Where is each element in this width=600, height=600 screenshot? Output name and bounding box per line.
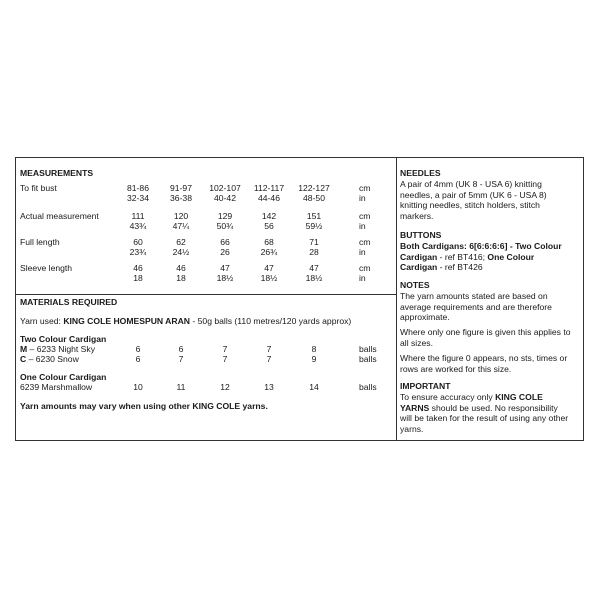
important-text: To ensure accuracy only KING COLE YARNS should be used. No responsibility will be taken for the result of using any other yarns. <box>400 392 569 434</box>
measurement-label: To fit bust <box>20 183 57 193</box>
measurement-value-cm: 102-107 <box>209 183 241 193</box>
colour-label: 6239 Marshmallow <box>20 382 93 392</box>
measurement-value-cm: 47 <box>220 263 230 273</box>
measurement-value-cm: 142 <box>261 211 277 221</box>
notes-para-1: The yarn amounts stated are based on average requirements and are therefore approximate. <box>400 291 552 322</box>
measurement-value-in: 59½ <box>305 221 323 231</box>
measurement-value-cm: 120 <box>173 211 189 221</box>
measurement-value-in: 40-42 <box>214 193 236 203</box>
materials-heading: MATERIALS REQUIRED <box>20 297 118 307</box>
balls-value: 6 <box>135 344 141 354</box>
unit-in: in <box>359 247 366 257</box>
measurement-value-in: 18½ <box>260 273 278 283</box>
buttons-heading: BUTTONS <box>400 230 442 240</box>
measurement-value-cm: 46 <box>176 263 186 273</box>
measurement-value-in: 43¾ <box>129 221 147 231</box>
measurement-value-cm: 111 <box>131 211 145 221</box>
balls-value: 7 <box>178 354 184 364</box>
measurement-value-cm: 47 <box>264 263 274 273</box>
yarn-name: KING COLE HOMESPUN ARAN <box>63 316 190 326</box>
balls-value: 12 <box>220 382 230 392</box>
column-divider <box>396 158 397 440</box>
measurement-value-in: 36-38 <box>170 193 192 203</box>
measurement-value-in: 48-50 <box>303 193 325 203</box>
unit-in: in <box>359 273 366 283</box>
notes-para-3: Where the figure 0 appears, no sts, times or rows are worked for this size. <box>400 353 568 374</box>
balls-value: 6 <box>178 344 184 354</box>
balls-value: 11 <box>176 382 186 392</box>
important-heading: IMPORTANT <box>400 381 451 391</box>
measurement-value-in: 26¾ <box>260 247 278 257</box>
notes-para-2: Where only one figure is given this applies to all sizes. <box>400 327 571 348</box>
measurement-value-cm: 71 <box>309 237 319 247</box>
measurement-value-in: 18½ <box>305 273 323 283</box>
measurement-value-in: 56 <box>264 221 274 231</box>
measurement-value-cm: 46 <box>133 263 143 273</box>
unit-cm: cm <box>359 263 371 273</box>
unit-cm: cm <box>359 211 371 221</box>
colour-label: M – 6233 Night Sky <box>20 344 96 354</box>
measurement-value-cm: 62 <box>176 237 186 247</box>
balls-value: 6 <box>135 354 141 364</box>
unit-in: in <box>359 193 366 203</box>
measurement-value-in: 32-34 <box>127 193 149 203</box>
unit-balls: balls <box>359 344 377 354</box>
measurement-value-in: 44-46 <box>258 193 280 203</box>
measurement-value-cm: 60 <box>133 237 143 247</box>
balls-value: 14 <box>309 382 319 392</box>
measurement-value-in: 24½ <box>172 247 190 257</box>
measurement-label: Sleeve length <box>20 263 73 273</box>
measurement-value-cm: 122-127 <box>298 183 330 193</box>
yarn-used-line: Yarn used: KING COLE HOMESPUN ARAN - 50g balls (110 metres/120 yards approx) <box>20 316 352 326</box>
needles-text: A pair of 4mm (UK 8 - USA 6) knitting needles, a pair of 5mm (UK 6 - USA 8) knitting needles, stitch holders, stitch markers. <box>400 179 547 221</box>
measurement-label: Actual measurement <box>20 211 99 221</box>
balls-value: 7 <box>222 344 228 354</box>
measurement-value-in: 26 <box>220 247 230 257</box>
measurement-value-in: 28 <box>309 247 319 257</box>
balls-value: 7 <box>266 354 272 364</box>
measurement-value-cm: 81-86 <box>127 183 149 193</box>
measurement-label: Full length <box>20 237 60 247</box>
balls-value: 9 <box>311 354 317 364</box>
balls-value: 7 <box>222 354 228 364</box>
unit-balls: balls <box>359 382 377 392</box>
measurement-value-cm: 68 <box>264 237 274 247</box>
section-divider <box>16 294 396 295</box>
measurement-value-cm: 129 <box>217 211 233 221</box>
measurement-value-cm: 91-97 <box>170 183 192 193</box>
measurement-value-cm: 112-117 <box>253 183 285 193</box>
measurement-value-in: 18 <box>176 273 186 283</box>
two-colour-title: Two Colour Cardigan <box>20 334 107 344</box>
notes-heading: NOTES <box>400 280 430 290</box>
measurement-value-in: 23¾ <box>129 247 147 257</box>
measurement-value-in: 18½ <box>216 273 234 283</box>
buttons-text: Both Cardigans: 6[6:6:6:6] - Two Colour Cardigan - ref BT416; One Colour Cardigan - ref BT426 <box>400 241 562 272</box>
measurement-value-cm: 66 <box>220 237 230 247</box>
balls-value: 8 <box>311 344 317 354</box>
measurement-value-in: 18 <box>133 273 143 283</box>
unit-balls: balls <box>359 354 377 364</box>
needles-heading: NEEDLES <box>400 168 441 178</box>
measurement-value-in: 47¼ <box>172 221 190 231</box>
measurement-value-cm: 151 <box>306 211 322 221</box>
yarn-footer-note: Yarn amounts may vary when using other KING COLE yarns. <box>20 401 268 411</box>
unit-in: in <box>359 221 366 231</box>
unit-cm: cm <box>359 237 371 247</box>
colour-label: C – 6230 Snow <box>20 354 79 364</box>
balls-value: 13 <box>264 382 274 392</box>
measurement-value-in: 50¾ <box>216 221 234 231</box>
unit-cm: cm <box>359 183 371 193</box>
measurements-heading: MEASUREMENTS <box>20 168 94 178</box>
one-colour-title: One Colour Cardigan <box>20 372 107 382</box>
measurement-value-cm: 47 <box>309 263 319 273</box>
balls-value: 10 <box>133 382 143 392</box>
balls-value: 7 <box>266 344 272 354</box>
